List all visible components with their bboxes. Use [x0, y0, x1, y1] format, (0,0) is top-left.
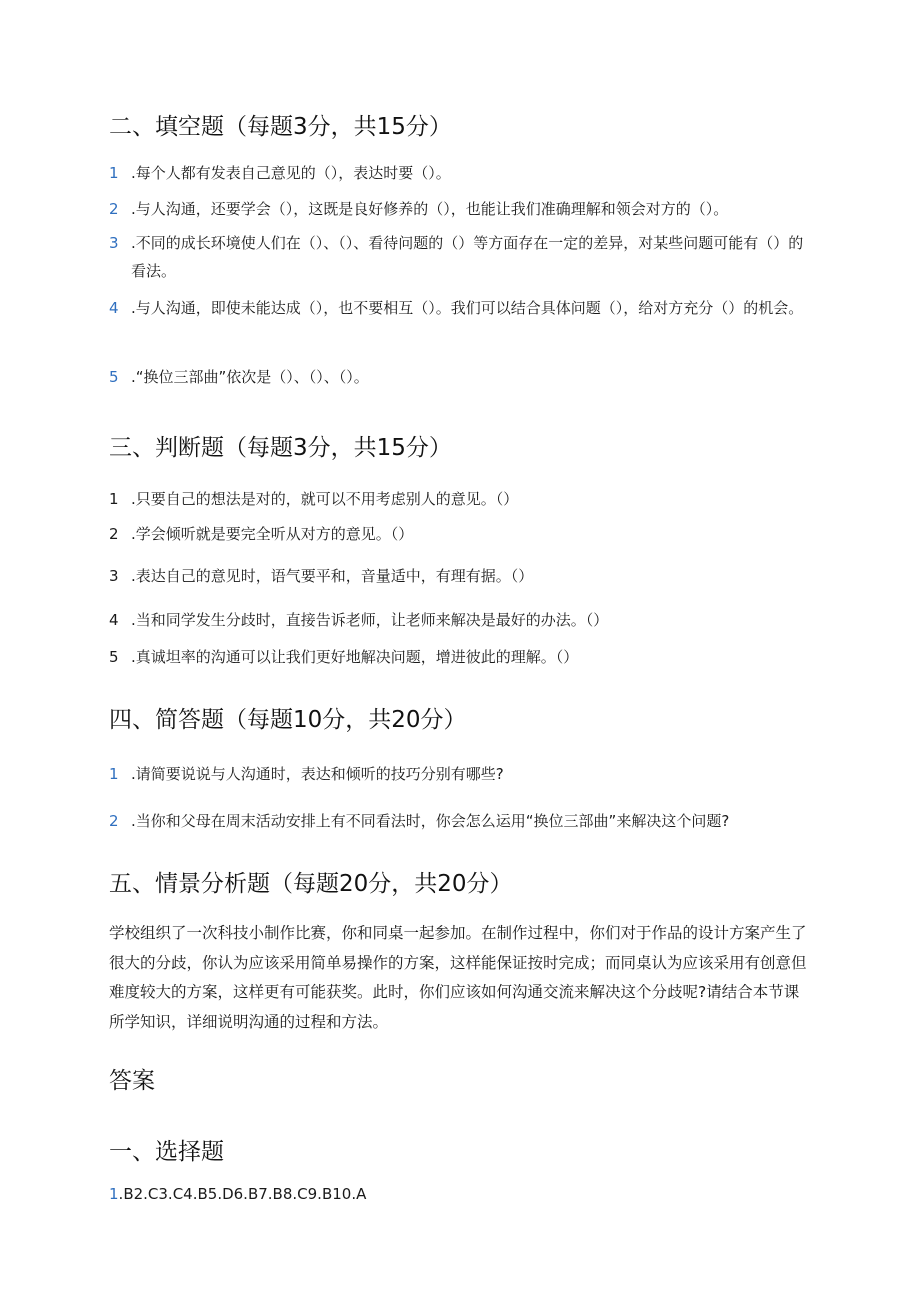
question-item [109, 643, 809, 671]
question-text: .真诚坦率的沟通可以让我们更好地解决问题，增进彼此的理解。（） [131, 648, 579, 666]
question-text: .当和同学发生分歧时，直接告诉老师，让老师来解决是最好的办法。（） [131, 611, 609, 629]
question-number: 4 [109, 611, 119, 629]
question-number: 1 [109, 164, 119, 182]
question-item [109, 229, 809, 285]
question-text: .与人沟通，还要学会（），这既是良好修养的（），也能让我们准确理解和领会对方的（）。 [131, 200, 729, 218]
question-text: .每个人都有发表自己意见的（），表达时要（）。 [131, 164, 451, 182]
question-number: 4 [109, 299, 119, 317]
section-heading-fill-blank: 二、填空题（每题3分，共15分） [109, 114, 452, 140]
question-text: .不同的成长环境使人们在（）、（）、看待问题的（）等方面存在一定的差异，对某些问题可能有（）的看法。 [131, 234, 804, 280]
question-item [109, 807, 809, 835]
answer-number: 1 [109, 1185, 119, 1203]
question-item [109, 562, 809, 590]
question-item [109, 363, 809, 391]
question-number: 2 [109, 812, 119, 830]
question-item [109, 159, 809, 187]
section-heading-short-answer: 四、简答题（每题10分，共20分） [109, 707, 467, 733]
question-number: 5 [109, 368, 119, 386]
question-item [109, 195, 809, 223]
answer-line [109, 1181, 366, 1207]
section-heading-scenario: 五、情景分析题（每题20分，共20分） [109, 871, 513, 897]
answers-title: 答案 [109, 1068, 155, 1094]
question-text: .表达自己的意见时，语气要平和，音量适中，有理有据。（） [131, 567, 534, 585]
question-number: 1 [109, 765, 119, 783]
question-item [109, 294, 809, 322]
question-number: 2 [109, 525, 119, 543]
question-text: .与人沟通，即使未能达成（），也不要相互（）。我们可以结合具体问题（），给对方充分（）的机会。 [131, 299, 804, 317]
question-item [109, 606, 809, 634]
question-item [109, 520, 809, 548]
answer-text: .B2.C3.C4.B5.D6.B7.B8.C9.B10.A [118, 1185, 367, 1203]
question-text: .只要自己的想法是对的，就可以不用考虑别人的意见。（） [131, 490, 519, 508]
question-item [109, 485, 809, 513]
answers-section-heading: 一、选择题 [109, 1139, 224, 1165]
question-number: 2 [109, 200, 119, 218]
question-number: 3 [109, 234, 119, 252]
question-text: .学会倾听就是要完全听从对方的意见。（） [131, 525, 414, 543]
question-text: .“换位三部曲”依次是（）、（）、（）。 [131, 368, 369, 386]
section-heading-true-false: 三、判断题（每题3分，共15分） [109, 435, 452, 461]
question-text: .当你和父母在周末活动安排上有不同看法时，你会怎么运用“换位三部曲”来解决这个问题? [131, 812, 730, 830]
question-item [109, 760, 809, 788]
scenario-paragraph: 学校组织了一次科技小制作比赛，你和同桌一起参加。在制作过程中，你们对于作品的设计方案产生了很大的分歧，你认为应该采用简单易操作的方案，这样能保证按时完成；而同桌认为应该采用有创意但难度较大的方案，这样更有可能获奖。此时，你们应该如何沟通交流来解决这个分歧呢?请结合本节课所学知识，详细说明沟通的过程和方法。 [109, 924, 807, 1031]
question-text: .请简要说说与人沟通时，表达和倾听的技巧分别有哪些? [131, 765, 504, 783]
question-number: 5 [109, 648, 119, 666]
question-number: 3 [109, 567, 119, 585]
question-number: 1 [109, 490, 119, 508]
